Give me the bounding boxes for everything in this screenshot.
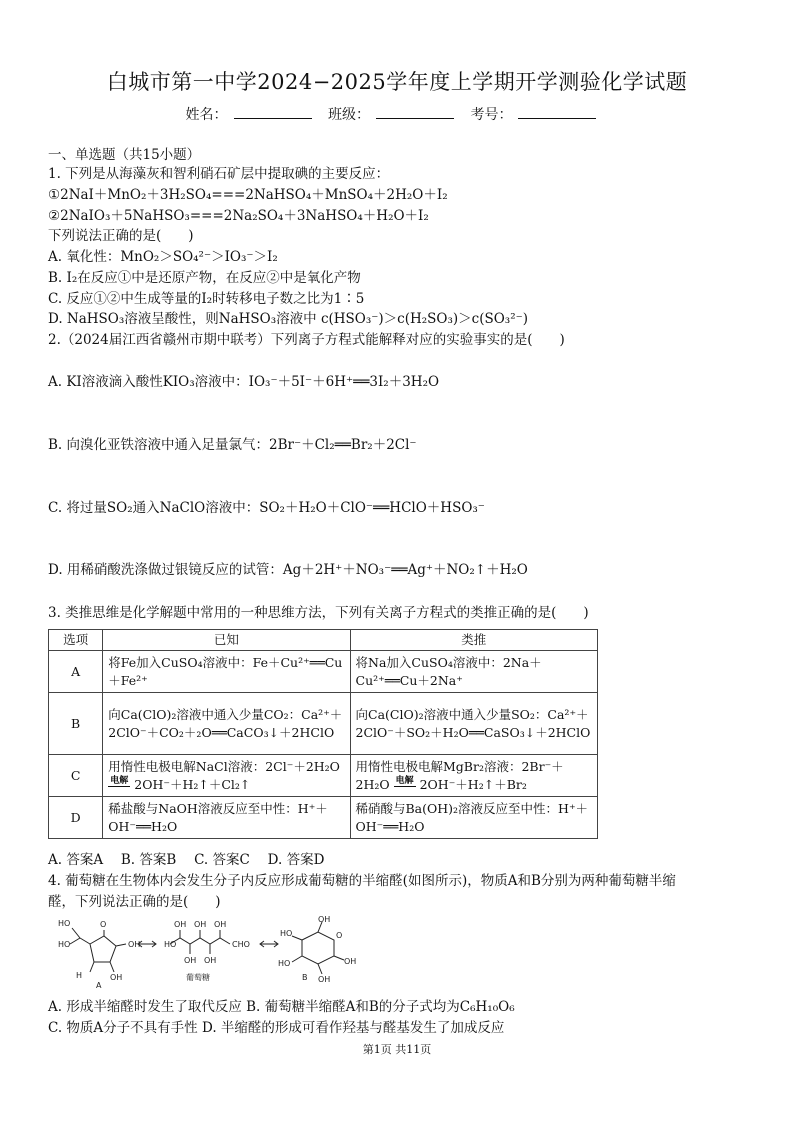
exam-no-blank (518, 106, 596, 119)
table-row (49, 651, 598, 693)
q4-options-cd: C. 物质A分子不具有手性 D. 半缩醛的形成可看作羟基与醛基发生了加成反应 (48, 1020, 505, 1036)
svg-text:H: H (76, 971, 83, 980)
figure-label-b: B (302, 973, 308, 982)
table-row (49, 693, 598, 755)
q4-stem-line-2: 醛，下列说法正确的是( ) (48, 894, 221, 910)
electrolysis-condition: 电解 (110, 775, 129, 786)
electrolysis-condition: 电解 (395, 775, 414, 786)
row-inference: 将Na加入CuSO₄溶液中：2Na＋Cu²⁺══Cu＋2Na⁺ (350, 651, 598, 693)
q2-option-b: B. 向溴化亚铁溶液中通入足量氯气：2Br⁻＋Cl₂══Br₂＋2Cl⁻ (48, 437, 417, 453)
svg-text:OH: OH (110, 973, 123, 982)
svg-text:O: O (336, 931, 343, 940)
q2-option-d: D. 用稀硝酸洗涤做过银镜反应的试管：Ag＋2H⁺＋NO₃⁻══Ag⁺＋NO₂↑＋H₂O (48, 562, 528, 578)
infer-part-3: 2OH⁻＋H₂↑＋Br₂ (419, 776, 527, 792)
row-known (103, 755, 350, 797)
class-blank (376, 106, 454, 119)
svg-text:OH: OH (174, 920, 187, 929)
name-blank (234, 106, 312, 119)
row-option: C (49, 755, 103, 797)
row-option: D (49, 797, 103, 839)
known-part-1: 用惰性电极电解NaCl溶液：2Cl⁻＋2H₂O (108, 758, 340, 774)
row-option: B (49, 693, 103, 755)
table-header-row (49, 630, 598, 651)
page-title: 白城市第一中学2024−2025学年度上学期开学测验化学试题 (106, 70, 688, 94)
q1-reaction-2: ②2NaIO₃＋5NaHSO₃===2Na₂SO₄＋3NaHSO₄＋H₂O＋I₂ (48, 208, 429, 224)
svg-text:HO: HO (58, 940, 71, 949)
q4-options-ab: A. 形成半缩醛时发生了取代反应 B. 葡萄糖半缩醛A和B的分子式均为C₆H₁₀O₆ (48, 999, 515, 1015)
figure-label-a: A (96, 981, 102, 990)
row-known: 稀盐酸与NaOH溶液反应至中性：H⁺＋OH⁻══H₂O (103, 797, 350, 839)
glucose-hemiacetal-figure (52, 914, 372, 990)
table-row (49, 755, 598, 797)
q1-reaction-1: ①2NaI＋MnO₂＋3H₂SO₄===2NaHSO₄＋MnSO₄＋2H₂O＋I₂ (48, 187, 448, 203)
q3-options: A. 答案A B. 答案B C. 答案C D. 答案D (48, 852, 325, 868)
name-label: 姓名： (185, 107, 228, 123)
infer-part-2: 2H₂O (355, 776, 390, 792)
q1-option-c: C. 反应①②中生成等量的I₂时转移电子数之比为1∶5 (48, 291, 365, 307)
svg-text:HO: HO (280, 929, 293, 938)
q1-stem: 1. 下列是从海藻灰和智利硝石矿层中提取碘的主要反应： (48, 166, 390, 182)
row-inference (350, 755, 598, 797)
q4-stem-line-1: 4. 葡萄糖在生物体内会发生分子内反应形成葡萄糖的半缩醛(如图所示)，物质A和B分别为两种葡萄糖半缩 (48, 873, 676, 889)
svg-text:OH: OH (214, 920, 227, 929)
exam-no-label: 考号： (470, 107, 513, 123)
q3-stem: 3. 类推思维是化学解题中常用的一种思维方法，下列有关离子方程式的类推正确的是( ) (48, 605, 589, 621)
svg-text:OH: OH (318, 975, 331, 984)
svg-text:OH: OH (204, 956, 217, 965)
row-inference: 稀硝酸与Ba(OH)₂溶液反应至中性：H⁺＋OH⁻══H₂O (350, 797, 598, 839)
q1-option-a: A. 氧化性：MnO₂＞SO₄²⁻＞IO₃⁻＞I₂ (48, 249, 278, 265)
page-footer: 第1页 共11页 (362, 1043, 432, 1056)
svg-text:HO: HO (58, 919, 71, 928)
furanose-ring (90, 936, 116, 962)
q1-option-d: D. NaHSO₃溶液呈酸性，则NaHSO₃溶液中 c(HSO₃⁻)＞c(H₂SO₃)＞c(SO₃²⁻) (48, 311, 529, 327)
q1-ask: 下列说法正确的是( ) (48, 228, 194, 244)
known-part-2: 2OH⁻＋H₂↑＋Cl₂↑ (134, 776, 251, 792)
svg-text:O: O (100, 920, 107, 929)
figure-label-glucose: 葡萄糖 (186, 973, 210, 982)
header-inference: 类推 (350, 630, 598, 651)
infer-part-1: 用惰性电极电解MgBr₂溶液：2Br⁻＋ (355, 758, 564, 774)
svg-text:OH: OH (184, 956, 197, 965)
class-label: 班级： (328, 107, 370, 123)
q2-option-c: C. 将过量SO₂通入NaClO溶液中：SO₂＋H₂O＋ClO⁻══HClO＋HSO₃⁻ (48, 500, 485, 516)
row-option: A (49, 651, 103, 693)
q3-table (48, 629, 598, 839)
header-known: 已知 (103, 630, 350, 651)
q1-option-b: B. I₂在反应①中是还原产物，在反应②中是氧化产物 (48, 270, 361, 286)
row-known: 将Fe加入CuSO₄溶液中：Fe＋Cu²⁺══Cu＋Fe²⁺ (103, 651, 350, 693)
svg-text:HO: HO (164, 940, 177, 949)
svg-text:OH: OH (318, 915, 331, 924)
header-option: 选项 (49, 630, 103, 651)
svg-text:CHO: CHO (232, 940, 250, 949)
svg-text:OH: OH (344, 957, 357, 966)
student-info-line (0, 104, 794, 124)
svg-text:OH: OH (128, 940, 141, 949)
svg-text:HO: HO (278, 959, 291, 968)
pyranose-ring (302, 932, 334, 964)
table-row (49, 797, 598, 839)
row-inference: 向Ca(ClO)₂溶液中通入少量SO₂：Ca²⁺＋2ClO⁻＋SO₂＋H₂O══CaSO₃↓＋2HClO (350, 693, 598, 755)
q2-option-a: A. KI溶液滴入酸性KIO₃溶液中：IO₃⁻＋5I⁻＋6H⁺══3I₂＋3H₂O (48, 374, 440, 390)
svg-text:OH: OH (194, 920, 207, 929)
q2-stem: 2.（2024届江西省赣州市期中联考）下列离子方程式能解释对应的实验事实的是( ) (48, 332, 565, 348)
section-heading: 一、单选题（共15小题） (48, 147, 201, 163)
row-known: 向Ca(ClO)₂溶液中通入少量CO₂：Ca²⁺＋2ClO⁻＋CO₂＋₂O══CaCO₃↓＋2HClO (103, 693, 350, 755)
